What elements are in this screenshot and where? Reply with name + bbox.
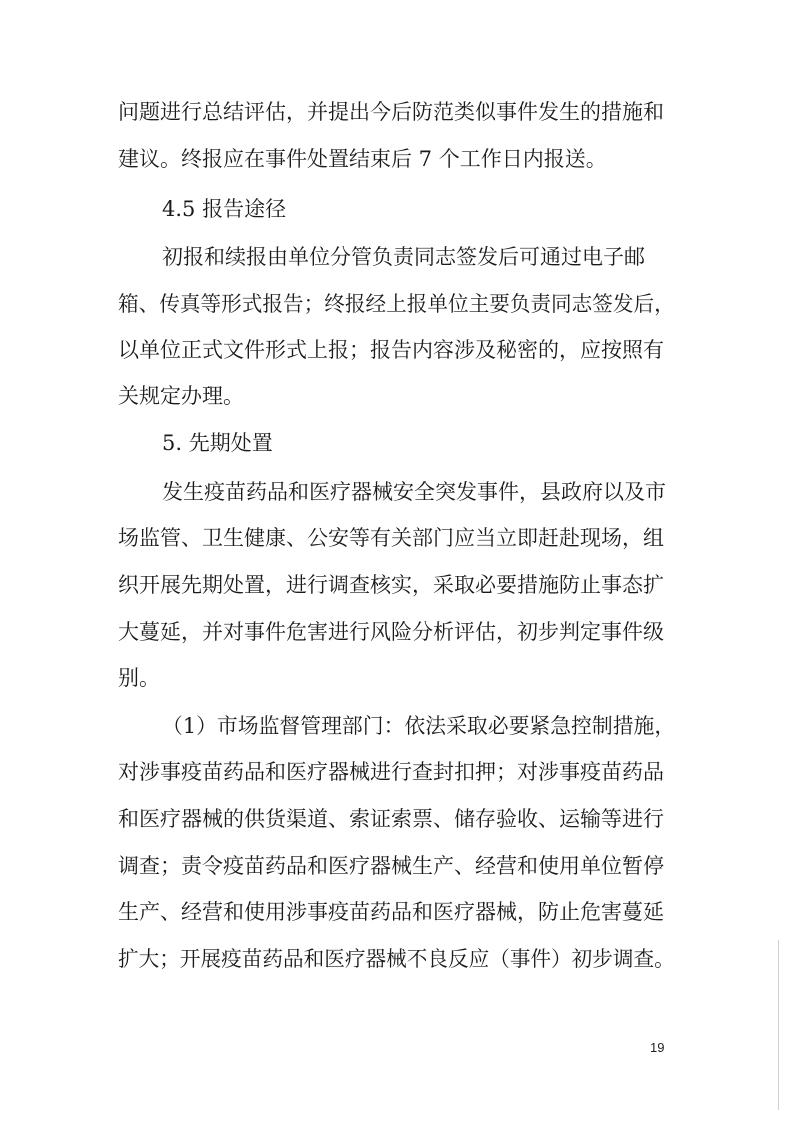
body-text-line: 场监管、卫生健康、公安等有关部门应当立即赶赴现场，组: [118, 526, 664, 550]
body-text-line: 对涉事疫苗药品和医疗器械进行查封扣押；对涉事疫苗药品: [118, 760, 664, 784]
body-text-line: （1）市场监督管理部门：依法采取必要紧急控制措施，: [162, 714, 676, 738]
scan-edge-line: [778, 940, 779, 1110]
section-heading: 5. 先期处置: [162, 431, 273, 455]
body-text-line: 发生疫苗药品和医疗器械安全突发事件，县政府以及市: [162, 480, 666, 504]
body-text-line: 大蔓延，并对事件危害进行风险分析评估，初步判定事件级: [118, 620, 664, 644]
body-text-line: 建议。终报应在事件处置结束后 7 个工作日内报送。: [118, 147, 607, 171]
body-text-line: 关规定办理。: [118, 384, 244, 408]
body-text-line: 问题进行总结评估，并提出今后防范类似事件发生的措施和: [118, 100, 664, 124]
page-number: 19: [650, 1040, 665, 1055]
body-text-line: 织开展先期处置，进行调查核实，采取必要措施防止事态扩: [118, 573, 664, 597]
body-text-line: 和医疗器械的供货渠道、索证索票、储存验收、运输等进行: [118, 807, 664, 831]
section-heading: 4.5 报告途径: [162, 197, 287, 221]
body-text-line: 扩大；开展疫苗药品和医疗器械不良反应（事件）初步调查。: [118, 947, 675, 971]
body-text-line: 调查；责令疫苗药品和医疗器械生产、经营和使用单位暂停: [118, 854, 664, 878]
body-text-line: 箱、传真等形式报告；终报经上报单位主要负责同志签发后，: [118, 292, 675, 316]
body-text-line: 生产、经营和使用涉事疫苗药品和医疗器械，防止危害蔓延: [118, 900, 664, 924]
body-text-line: 以单位正式文件形式上报；报告内容涉及秘密的，应按照有: [118, 338, 664, 362]
body-text-line: 初报和续报由单位分管负责同志签发后可通过电子邮: [162, 245, 645, 269]
body-text-line: 别。: [118, 666, 160, 690]
